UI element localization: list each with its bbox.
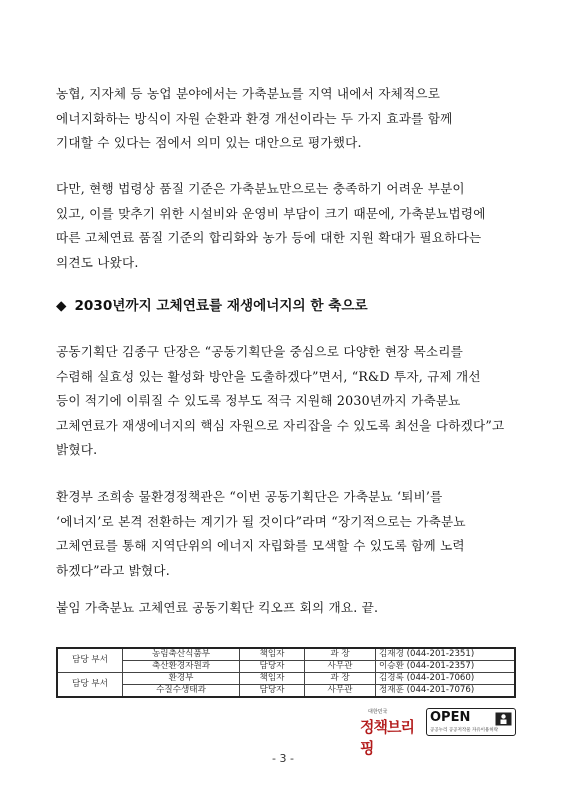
section-heading: [56, 294, 516, 314]
open-caption: 공공누리 공공저작물 자유이용허락: [430, 728, 499, 733]
text-line: ‘에너지’로 본격 전환하는 계기가 될 것이다”라며 “장기적으로는 가축분뇨: [56, 513, 466, 529]
text-line: 등이 적기에 이뤄질 수 있도록 정부도 적극 지원해 2030년까지 가축분뇨: [56, 393, 461, 408]
text-line: 붙임 가축분뇨 고체연료 공동기획단 킥오프 회의 개요. 끝.: [56, 600, 379, 615]
text-line: 고체연료를 통해 지역단위의 에너지 자립화를 모색할 수 있도록 함께 노력: [56, 538, 465, 553]
dept-unit: 수질수생태과: [123, 685, 240, 698]
diamond-bullet-icon: ◆: [56, 298, 67, 314]
contact-role: 담당자: [240, 685, 305, 698]
text-line: 기대할 수 있다는 점에서 의미 있는 대안으로 평가했다.: [56, 135, 362, 150]
text-line: 공동기획단 김종구 단장은 “공동기획단을 중심으로 다양한 현장 목소리를: [56, 344, 464, 359]
contact-role: 책임자: [240, 648, 305, 661]
contact-position: 과 장: [305, 648, 376, 661]
text-line: 환경부 조희송 물환경정책관은 “이번 공동기획단은 가축분뇨 ‘퇴비’를: [56, 489, 443, 504]
paragraph-quality-standards: [56, 177, 516, 275]
text-line: 다만, 현행 법령상 품질 기준은 가축분뇨만으로는 충족하기 어려운 부분이: [56, 181, 465, 196]
brief-logo-caption: 대한민국: [368, 709, 388, 715]
text-line: 따른 고체연료 품질 기준의 합리화와 농가 등에 대한 지원 확대가 필요하다는: [56, 230, 482, 245]
paragraph-attachment: [56, 596, 516, 621]
dept-unit: 환경부: [123, 673, 240, 685]
contact-name: 이승환 (044-201-2357): [376, 661, 516, 673]
dept-label: 담당 부서: [57, 673, 123, 698]
contact-position: 사무관: [305, 661, 376, 673]
contact-name: 김재경 (044-201-2351): [376, 648, 516, 661]
brief-logo-wordmark: 정책브리핑: [360, 718, 414, 757]
open-license-logo: [426, 708, 516, 736]
table-row: [57, 661, 515, 673]
contact-name: 김경록 (044-201-7060): [376, 673, 516, 685]
dept-unit: 농림축산식품부: [123, 648, 240, 661]
table-row: [57, 673, 515, 685]
contact-position: 과 장: [305, 673, 376, 685]
section-heading-text: 2030년까지 고체연료를 재생에너지의 한 축으로: [74, 298, 368, 314]
text-line: 에너지화하는 방식이 자원 순환과 환경 개선이라는 두 가지 효과를 함께: [56, 110, 453, 126]
dept-label: 담당 부서: [57, 648, 123, 673]
table-row: [57, 685, 515, 698]
text-line: 고체연료가 재생에너지의 핵심 자원으로 자리잡을 수 있도록 최선을 다하겠다”고: [56, 417, 505, 433]
contact-role: 담당자: [240, 661, 305, 673]
contact-table: [56, 647, 516, 698]
contact-role: 책임자: [240, 673, 305, 685]
page-number: - 3 -: [272, 752, 294, 765]
open-license-icon: [495, 712, 512, 726]
paragraph-evaluation: [56, 82, 516, 156]
paragraph-ministry-quote: [56, 485, 516, 583]
dept-unit: 축산환경자원과: [123, 661, 240, 673]
paragraph-director-quote: [56, 340, 516, 463]
text-line: 농협, 지자체 등 농업 분야에서는 가축분뇨를 지역 내에서 자체적으로: [56, 86, 441, 101]
contact-position: 사무관: [305, 685, 376, 698]
text-line: 밝혔다.: [56, 442, 98, 457]
text-line: 의견도 나왔다.: [56, 254, 139, 270]
table-row: [57, 648, 515, 661]
contact-name: 정재훈 (044-201-7076): [376, 685, 516, 698]
text-line: 하겠다”라고 밝혔다.: [56, 562, 170, 578]
text-line: 있고, 이를 맞추기 위한 시설비와 운영비 부담이 크기 때문에, 가축분뇨법령에: [56, 205, 486, 221]
text-line: 수렴해 실효성 있는 활성화 방안을 도출하겠다”면서, “R&D 투자, 규제 개선: [56, 368, 481, 384]
open-wordmark: OPEN: [430, 710, 471, 725]
policy-briefing-logo: [358, 708, 420, 757]
footer-logos: [358, 708, 518, 757]
